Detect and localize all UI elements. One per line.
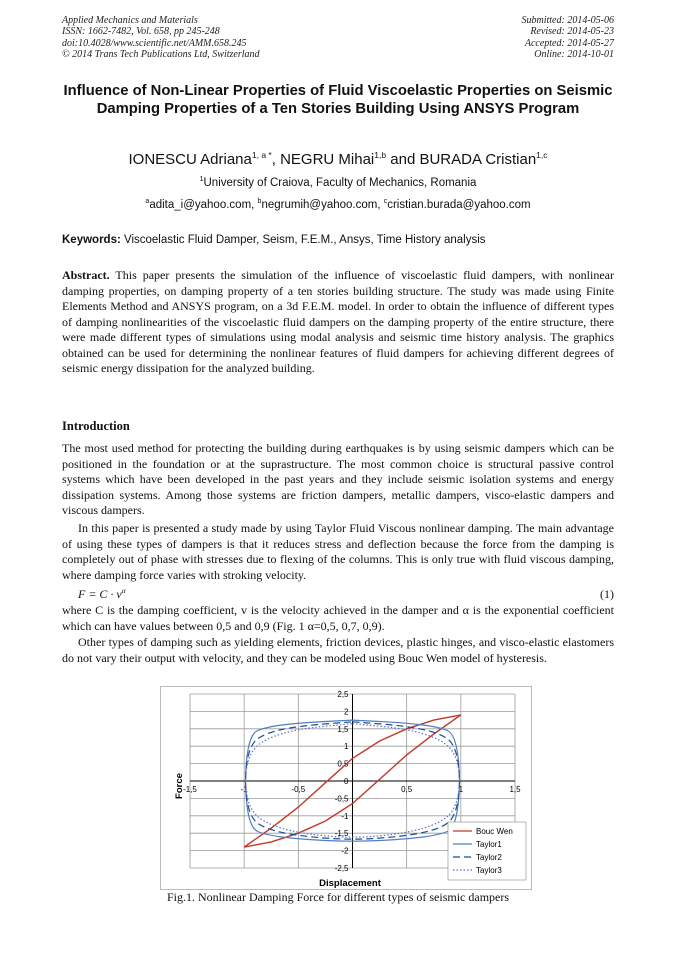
intro-paragraph-4: Other types of damping such as yielding elements, friction devices, plastic hinges, and visco-elastic elastomers do not vary their output with velocity, and they can be modeled using Bouc Wen model of hysteresis. <box>62 635 614 665</box>
y-tick-label: -0,5 <box>334 794 349 804</box>
abstract <box>62 268 614 377</box>
paper-title: Influence of Non-Linear Properties of Fluid Viscoelastic Properties on Seismic Damping Properties of a Ten Stories Building Using ANSYS Program <box>63 83 613 117</box>
section-heading-introduction: Introduction <box>62 419 130 433</box>
email-c[interactable]: cristian.burada@yahoo.com <box>387 198 531 211</box>
author-2-affil: 1,b <box>374 150 387 160</box>
affiliation-marker: 1 <box>199 176 204 183</box>
author-separator: and <box>386 151 420 168</box>
author-3-affil: 1,c <box>536 150 548 160</box>
legend-label: Bouc Wen <box>476 827 513 836</box>
email-marker: c <box>383 198 388 205</box>
y-tick-label: -2 <box>341 846 349 856</box>
affiliation <box>62 176 614 189</box>
x-tick-label: -0,5 <box>291 785 306 794</box>
equation-exponent: α <box>121 586 126 595</box>
keywords-label: Keywords: <box>62 234 121 246</box>
y-tick-label: 1,5 <box>337 724 349 734</box>
intro-paragraph-1: The most used method for protecting the building during earthquakes is by using seismic dampers which can be positioned in the foundation or at the suprastructure. The most common choice is structural passive control systems which have been developed in the past years and they include seismic isolation systems and energy dissipation systems. Among those systems are friction dampers, metallic dampers, visco-elastic dampers and viscous dampers. <box>62 441 614 517</box>
y-tick-label: 2 <box>344 707 349 717</box>
keywords-text: Viscoelastic Fluid Damper, Seism, F.E.M., Ansys, Time History analysis <box>120 234 486 246</box>
journal-doi: doi:10.4028/www.scientific.net/AMM.658.245 <box>62 37 247 49</box>
y-tick-label: 0 <box>344 777 349 786</box>
affiliation-text: University of Craiova, Faculty of Mechanics, Romania <box>203 176 477 189</box>
journal-header <box>62 15 260 60</box>
date-accepted: Accepted: 2014-05-27 <box>524 37 614 49</box>
legend-label: Taylor3 <box>476 866 502 875</box>
damping-force-chart <box>160 686 532 890</box>
date-revised: Revised: 2014-05-23 <box>530 26 614 38</box>
y-tick-label: -1,5 <box>334 829 349 839</box>
legend-label: Taylor2 <box>476 853 502 862</box>
y-tick-label: -1 <box>341 811 349 821</box>
equation-1 <box>78 586 126 602</box>
email-b[interactable]: negrumih@yahoo.com, <box>261 198 384 211</box>
y-tick-label: -2,5 <box>334 864 349 873</box>
x-tick-label: -1,5 <box>183 785 197 794</box>
intro-paragraph-3: where C is the damping coefficient, v is the velocity achieved in the damper and α is the exponential coefficient which can have values between 0,5 and 0,9 (Fig. 1 α=0,5, 0,7, 0,9). <box>62 603 614 633</box>
author-3: BURADA Cristian <box>419 151 537 168</box>
chart-legend <box>448 822 526 880</box>
journal-copyright: © 2014 Trans Tech Publications Ltd, Switzerland <box>62 48 260 60</box>
legend-label: Taylor1 <box>476 840 502 849</box>
x-tick-label: 1 <box>458 785 464 794</box>
keywords <box>62 234 622 246</box>
email-a[interactable]: adita_i@yahoo.com, <box>149 198 258 211</box>
email-marker: a <box>145 198 150 205</box>
author-emails <box>62 198 614 211</box>
author-2: NEGRU Mihai <box>280 151 375 168</box>
email-marker: b <box>257 198 262 205</box>
y-tick-label: 0,5 <box>337 759 349 769</box>
equation-number: (1) <box>600 587 614 601</box>
x-tick-label: 0,5 <box>401 785 413 794</box>
author-1: IONESCU Adriana <box>128 151 252 168</box>
date-submitted: Submitted: 2014-05-06 <box>521 15 614 26</box>
x-tick-label: -1 <box>240 785 248 794</box>
y-axis-label: Force <box>174 773 185 799</box>
journal-issn: ISSN: 1662-7482, Vol. 658, pp 245-248 <box>62 26 220 38</box>
figure-caption: Fig.1. Nonlinear Damping Force for different types of seismic dampers <box>166 890 510 904</box>
x-tick-label: 1,5 <box>509 785 521 794</box>
intro-paragraph-2: In this paper is presented a study made by using Taylor Fluid Viscous nonlinear damping. The main advantage of using these types of dampers is that it reduces stress and deflection because the force from the damping is completely out of phase with stresses due to flexing of the columns. This is only true with fluid viscous damping, where damping force varies with stroking velocity. <box>62 521 614 582</box>
y-tick-label: 1 <box>344 742 349 752</box>
y-tick-label: 2,5 <box>337 690 349 699</box>
x-axis-label: Displacement <box>319 878 381 889</box>
date-online: Online: 2014-10-01 <box>534 48 614 60</box>
journal-name: Applied Mechanics and Materials <box>62 15 198 26</box>
author-separator: , <box>271 151 281 168</box>
abstract-text: This paper presents the simulation of the influence of viscoelastic fluid dampers, with nonlinear damping properties, on damping property of a ten stories building structure. The study was made using Finite Elements Method and ANSYS program, on a 3d F.E.M. model. In order to obtain the influence of different types of damping nonlinearities of the viscoelastic fluid dampers on the damping property of the entire structure, there were made different types of simulations using modal analysis and seismic time history analysis. The graphics obtained can be used for determining the nonlinear features of fluid dampers for achieving different degrees of seismic energy dissipation for the analyzed building. <box>62 268 614 375</box>
submission-dates <box>522 15 615 60</box>
abstract-label: Abstract. <box>62 268 110 282</box>
author-list <box>62 150 614 168</box>
equation-body: F = C · v <box>78 587 122 601</box>
author-1-affil: 1, a * <box>251 150 272 160</box>
figure-1 <box>160 686 532 890</box>
